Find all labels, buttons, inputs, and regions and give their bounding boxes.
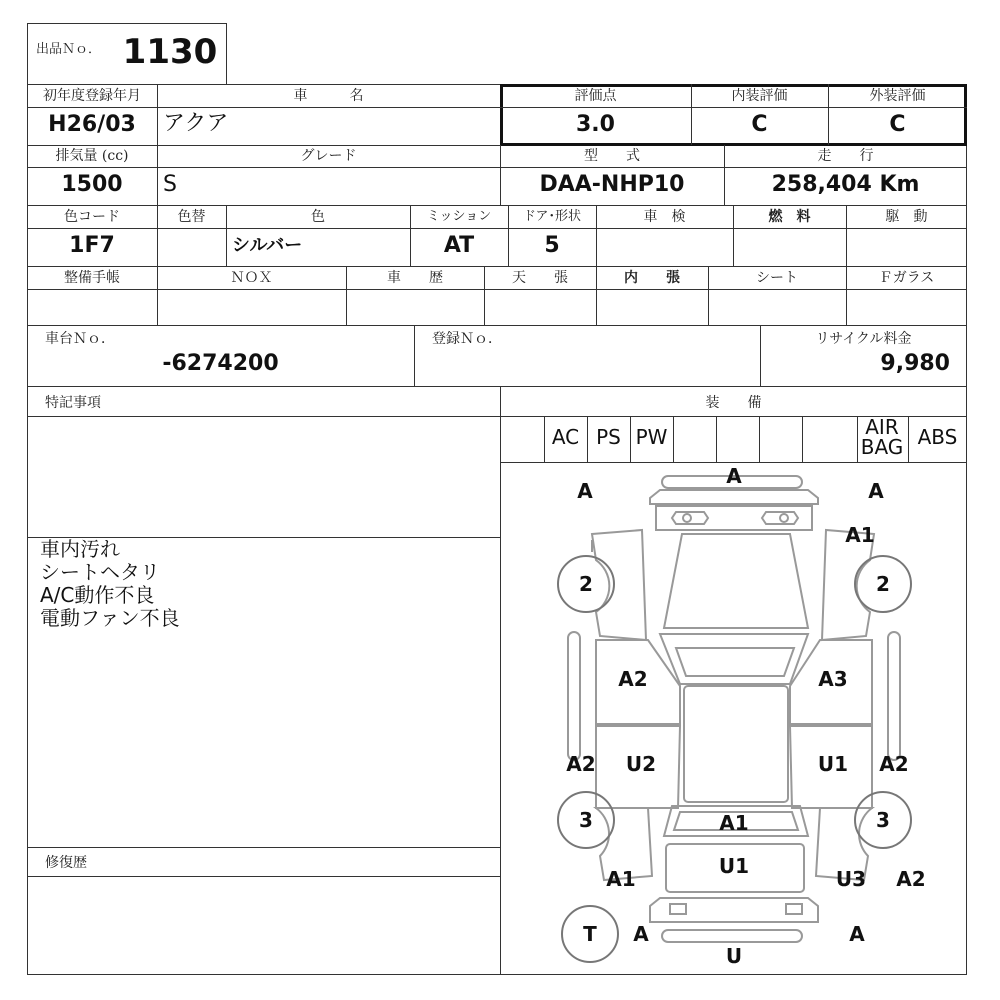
recycle-header: リサイクル料金 <box>815 331 912 347</box>
mark-rear-center: U <box>725 944 743 968</box>
mark-hood-right: A1 <box>845 523 875 547</box>
mark-wheel-fr: 2 <box>876 572 890 596</box>
recycle-value: 9,980 <box>880 351 950 376</box>
nox-header: ＮＯＸ <box>230 270 273 286</box>
exterior-header: 外装評価 <box>869 88 926 104</box>
equipment-abs: ABS <box>917 425 958 449</box>
mark-roof-rear: A1 <box>719 811 749 835</box>
fuel-header: 燃 料 <box>768 209 811 225</box>
first-reg-value: H26/03 <box>48 112 136 137</box>
interior-lining-header: 内 張 <box>624 270 680 286</box>
note-line-1: 車内汚れ <box>40 537 120 561</box>
registration-header: 登録Ｎｏ． <box>432 331 502 347</box>
note-line-2: シートヘタリ <box>40 560 160 584</box>
mileage-value: 258,404 Km <box>771 172 920 197</box>
equipment-header: 装 備 <box>705 395 762 411</box>
mark-sill-left: A2 <box>566 752 596 776</box>
mission-header: ミッション <box>426 209 492 224</box>
mark-quarter-right-a: A2 <box>896 867 926 891</box>
mark-rear-right: A <box>849 922 865 946</box>
model-value: DAA-NHP10 <box>539 172 685 197</box>
mission-value: AT <box>443 233 475 258</box>
color-header: 色 <box>311 209 325 225</box>
history-header: 車 歴 <box>387 270 443 286</box>
mark-front-center: A <box>726 464 742 488</box>
score-header: 評価点 <box>574 88 617 104</box>
displacement-header: 排気量 (cc) <box>55 148 129 164</box>
score-value: 3.0 <box>576 112 615 137</box>
mark-front-right: A <box>868 479 884 503</box>
mark-quarter-right-u: U3 <box>835 867 867 891</box>
maintenance-header: 整備手帳 <box>64 270 120 286</box>
equipment-airbag: AIR BAG <box>860 415 904 459</box>
mark-wheel-fl: 2 <box>579 572 593 596</box>
mark-sill-right: A2 <box>879 752 909 776</box>
equipment-pw: PW <box>635 425 668 449</box>
mark-front-left: A <box>577 479 593 503</box>
mark-pillar-left: U2 <box>625 752 657 776</box>
door-value: 5 <box>544 233 560 258</box>
mark-door-fr: A3 <box>818 667 848 691</box>
drive-header: 駆 動 <box>885 209 928 225</box>
car-damage-diagram <box>500 463 966 975</box>
chassis-header: 車台Ｎｏ． <box>45 331 115 347</box>
interior-value: C <box>751 112 768 137</box>
grade-value: S <box>163 172 177 197</box>
displacement-value: 1500 <box>61 172 123 197</box>
grade-header: グレード <box>300 148 357 164</box>
mark-rear-left: A <box>633 922 649 946</box>
note-line-4: 電動ファン不良 <box>40 606 180 630</box>
first-reg-header: 初年度登録年月 <box>43 88 141 104</box>
special-notes-header: 特記事項 <box>45 395 101 411</box>
mark-pillar-right: U1 <box>817 752 849 776</box>
equipment-ac: AC <box>551 425 580 449</box>
glass-header: Ｆガラス <box>878 270 935 286</box>
exterior-value: C <box>889 112 906 137</box>
car-name-value: アクア <box>163 111 229 136</box>
roof-header: 天 張 <box>512 270 568 286</box>
color-value: シルバー <box>232 235 303 256</box>
mark-wheel-rl: 3 <box>579 808 593 832</box>
color-code-value: 1F7 <box>69 233 115 258</box>
car-name-header: 車 名 <box>293 88 364 104</box>
repair-history-header: 修復歴 <box>45 855 87 871</box>
interior-header: 内装評価 <box>731 88 788 104</box>
equipment-ps: PS <box>596 425 621 449</box>
chassis-value: -6274200 <box>162 351 279 376</box>
door-header: ドア･形状 <box>522 209 582 224</box>
mark-door-fl: A2 <box>618 667 648 691</box>
lot-label: 出品Ｎｏ． <box>36 42 102 57</box>
color-change-header: 色替 <box>177 209 206 225</box>
note-line-3: A/C動作不良 <box>40 583 155 607</box>
mark-quarter-left: A1 <box>606 867 636 891</box>
mileage-header: 走 行 <box>817 148 874 164</box>
mark-wheel-rr: 3 <box>876 808 890 832</box>
mark-spare-tire: T <box>583 922 597 946</box>
mark-trunk: U1 <box>718 854 750 878</box>
seat-header: シート <box>756 270 798 286</box>
color-code-header: 色コード <box>64 209 120 225</box>
lot-number: 1130 <box>122 32 218 72</box>
inspection-header: 車 検 <box>643 209 686 225</box>
model-header: 型 式 <box>584 148 640 164</box>
